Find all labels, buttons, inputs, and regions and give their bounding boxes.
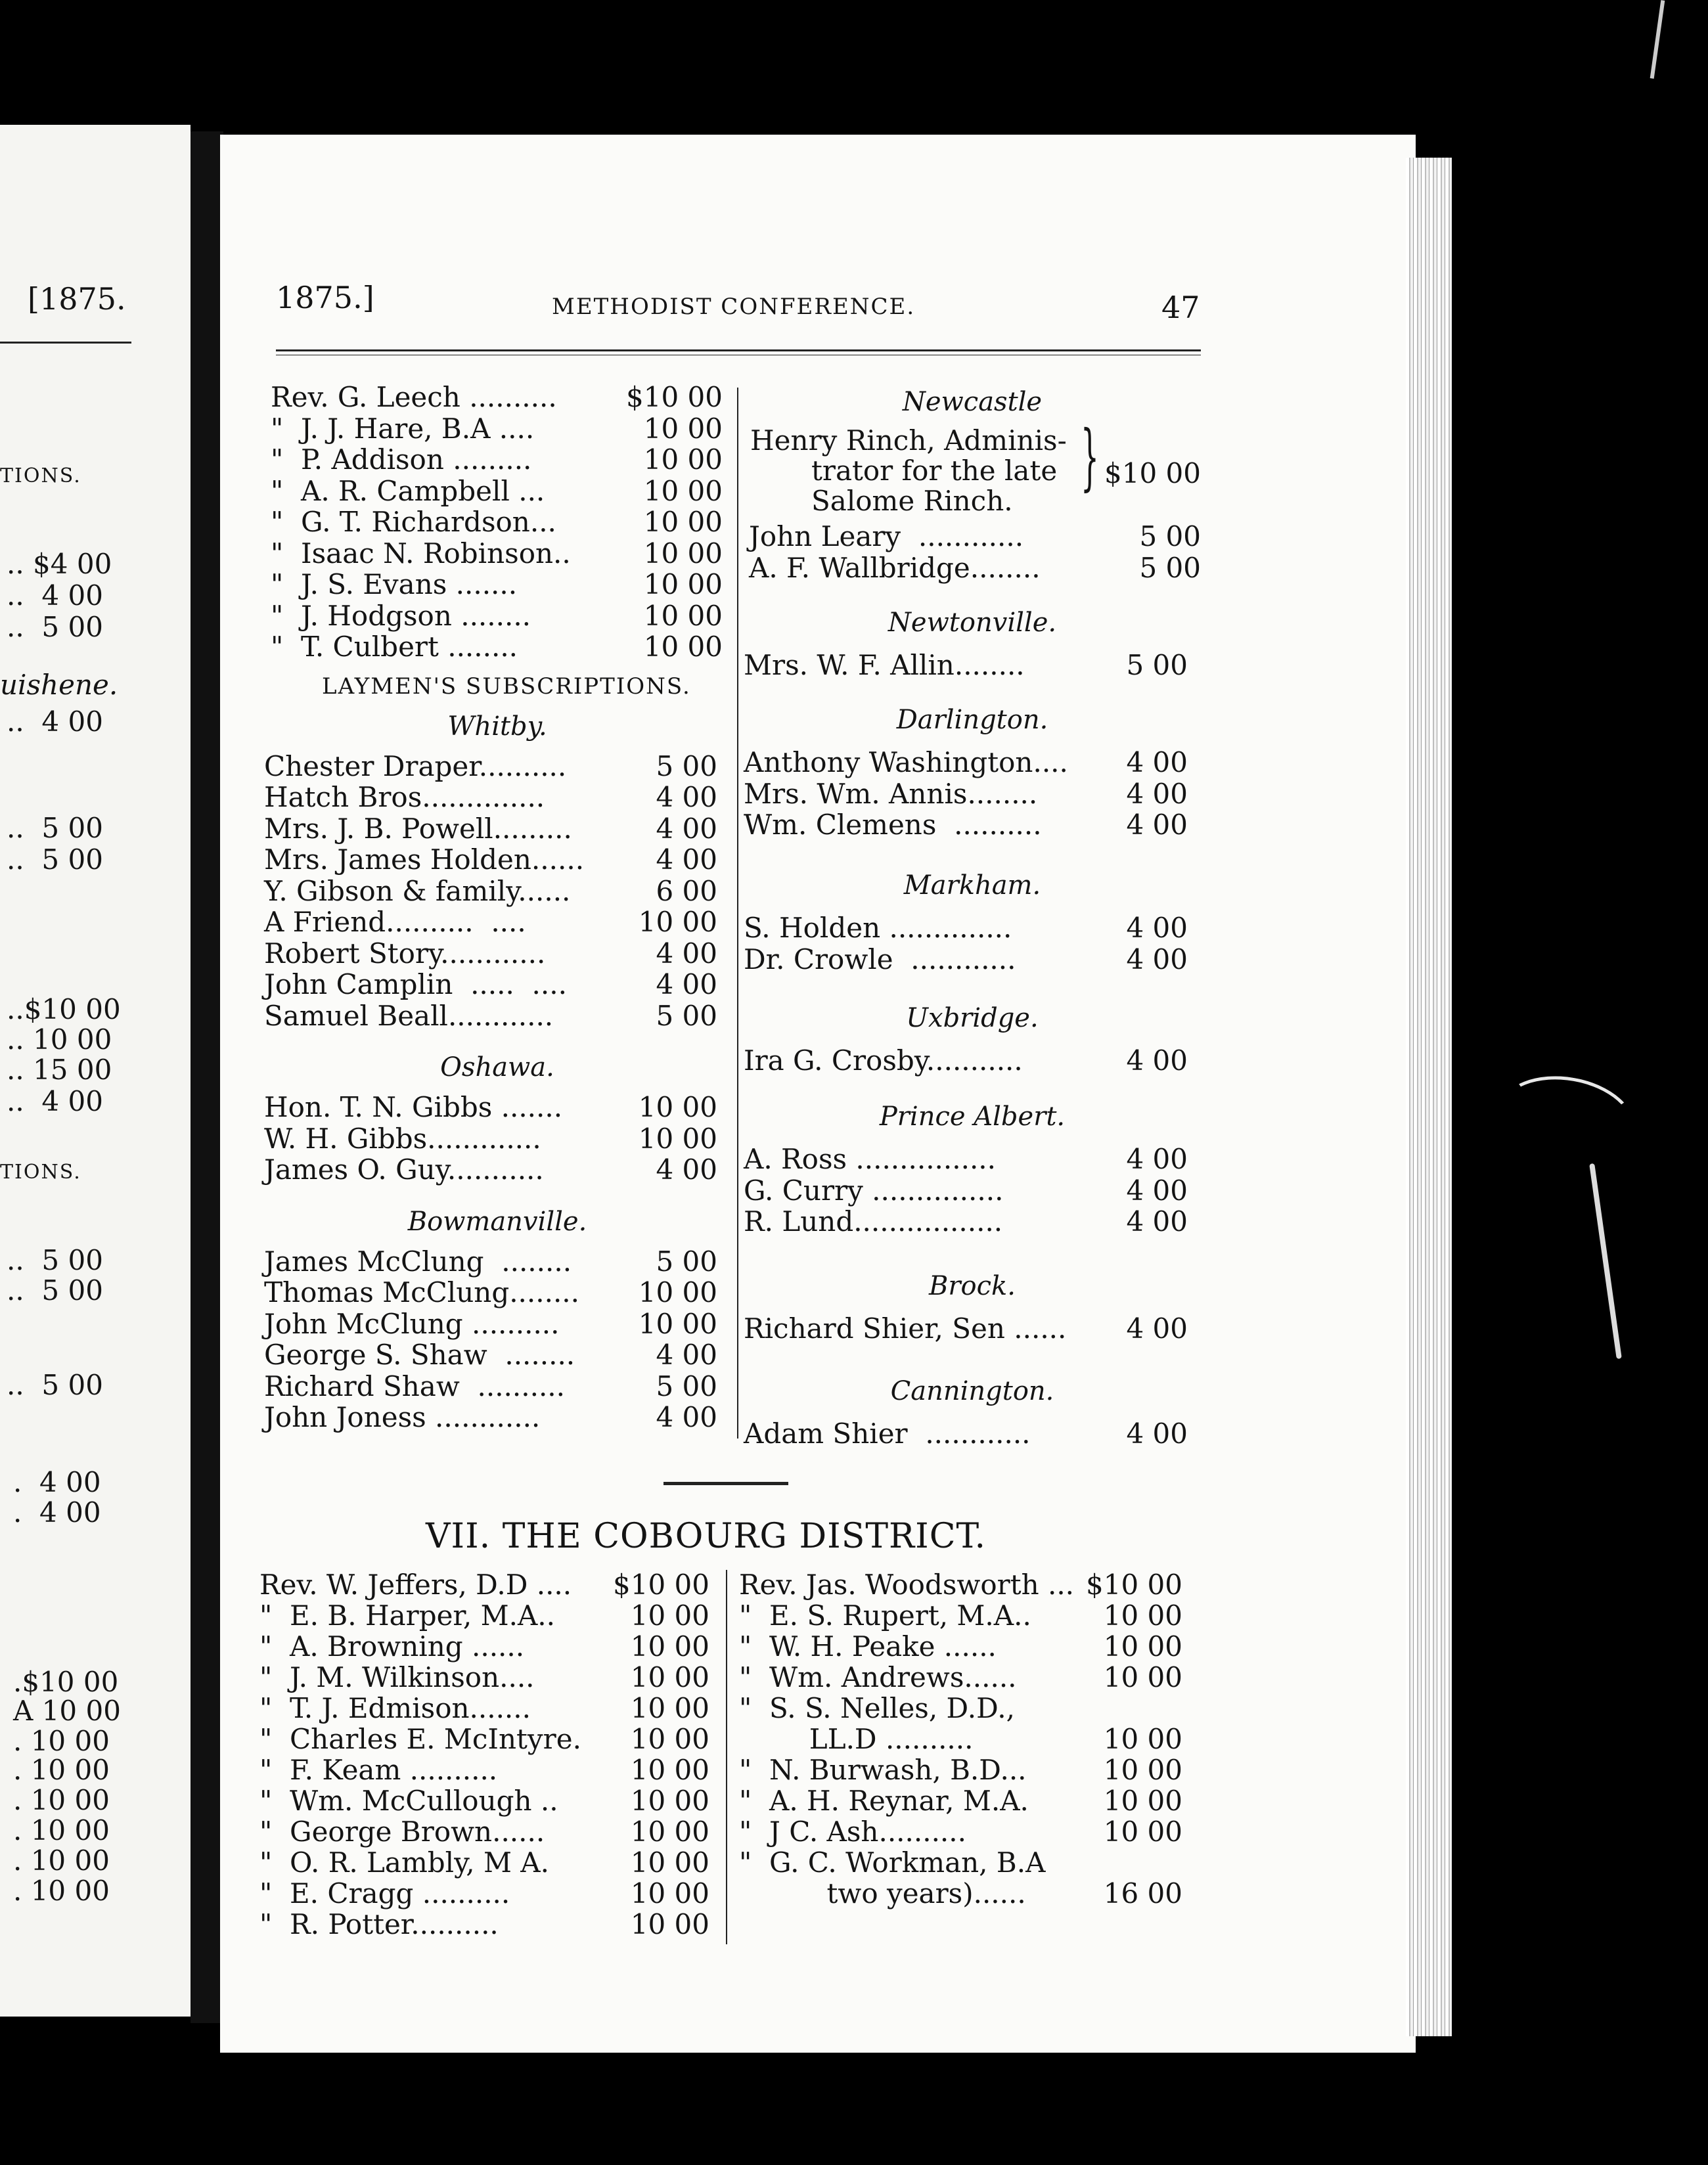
entry-amount: 5 00: [656, 1245, 717, 1278]
cobourg-name: Rev. W. Jeffers, D.D ....: [259, 1569, 572, 1601]
cobourg-amount: 10 00: [630, 1723, 709, 1755]
left-page-fragment: .. 5 00: [7, 1244, 103, 1276]
entry-name: W. H. Gibbs.............: [264, 1122, 541, 1155]
entry-name: Richard Shaw ..........: [264, 1370, 566, 1402]
left-page-fragment: .. 5 00: [7, 812, 103, 844]
left-page-fragment: . 10 00: [13, 1814, 110, 1846]
entry-name: James McClung ........: [264, 1245, 572, 1278]
place-heading: Brock.: [929, 1271, 1016, 1301]
cobourg-name: " F. Keam ..........: [259, 1754, 498, 1786]
cobourg-amount: 10 00: [1103, 1630, 1182, 1663]
entry-amount: 4 00: [1126, 1174, 1188, 1207]
cobourg-name: " G. C. Workman, B.A: [739, 1846, 1046, 1879]
cobourg-name: " E. Cragg ..........: [259, 1877, 510, 1909]
entry-name: Mrs. W. F. Allin........: [744, 649, 1025, 681]
cobourg-name: " J. M. Wilkinson....: [259, 1661, 535, 1693]
entry-amount: 6 00: [656, 874, 717, 907]
entry-amount: 4 00: [656, 937, 717, 970]
entry-name: Mrs. Wm. Annis........: [744, 777, 1038, 810]
entry-amount: 10 00: [643, 599, 723, 632]
entry-amount: 10 00: [643, 412, 723, 445]
entry-amount: 4 00: [1126, 809, 1188, 841]
entry-name: " J. J. Hare, B.A ....: [271, 412, 535, 445]
entry-name: John Camplin ..... ....: [264, 968, 567, 1000]
left-page-fragment: A 10 00: [13, 1695, 121, 1727]
place-heading: Cannington.: [890, 1376, 1054, 1406]
cobourg-amount: 10 00: [1103, 1816, 1182, 1848]
cobourg-amount: $10 00: [1086, 1569, 1182, 1601]
cobourg-amount: 10 00: [630, 1846, 709, 1879]
cobourg-name: " T. J. Edmison.......: [259, 1692, 531, 1724]
cobourg-name: two years)......: [739, 1877, 1026, 1909]
left-page-fragment: .. $4 00: [7, 548, 112, 580]
left-page-fragment: TIONS.: [0, 464, 81, 487]
cobourg-amount: 10 00: [630, 1692, 709, 1724]
entry-name: G. Curry ...............: [744, 1174, 1004, 1207]
cobourg-name: " A. Browning ......: [259, 1630, 525, 1663]
column-separator-cobourg: [726, 1570, 727, 1944]
cobourg-name: " N. Burwash, B.D...: [739, 1754, 1027, 1786]
entry-name: " J. Hodgson ........: [271, 599, 531, 632]
left-page-fragment: . 10 00: [13, 1754, 110, 1786]
entry-name: John McClung ..........: [264, 1307, 560, 1340]
entry-name: Mrs. James Holden......: [264, 843, 585, 876]
entry-name: James O. Guy...........: [264, 1153, 544, 1186]
cobourg-amount: 16 00: [1103, 1877, 1182, 1909]
entry-name: Robert Story............: [264, 937, 546, 970]
entry-amount: 5 00: [1139, 551, 1201, 584]
rinch-line: Henry Rinch, Adminis-: [750, 424, 1067, 457]
entry-amount: 4 00: [656, 1401, 717, 1433]
cobourg-name: " O. R. Lambly, M A.: [259, 1846, 549, 1879]
place-heading: Uxbridge.: [906, 1003, 1039, 1033]
entry-name: " P. Addison .........: [271, 443, 532, 476]
entry-amount: 5 00: [1126, 649, 1188, 681]
cobourg-amount: 10 00: [1103, 1723, 1182, 1755]
paper-scrap: [1650, 0, 1665, 79]
entry-name: Anthony Washington....: [744, 746, 1068, 778]
left-page-fragment: .. 15 00: [7, 1054, 112, 1086]
cobourg-amount: 10 00: [630, 1661, 709, 1693]
entry-name: " G. T. Richardson...: [271, 506, 556, 538]
entry-amount: 4 00: [1126, 1044, 1188, 1077]
left-page-fragment: ..$10 00: [7, 993, 121, 1025]
left-page-header: [1875.: [28, 281, 126, 317]
left-page-fragment: .. 4 00: [7, 1085, 103, 1117]
entry-name: Samuel Beall............: [264, 999, 554, 1032]
place-heading: Darlington.: [896, 705, 1048, 735]
entry-name: Hatch Bros..............: [264, 781, 545, 813]
cobourg-name: " R. Potter..........: [259, 1908, 499, 1940]
header-year: 1875.]: [276, 280, 374, 315]
cobourg-name: " A. H. Reynar, M.A.: [739, 1785, 1029, 1817]
cobourg-amount: 10 00: [1103, 1785, 1182, 1817]
left-header-rule: [0, 342, 131, 344]
entry-amount: 10 00: [643, 568, 723, 600]
left-page-fragment: . 10 00: [13, 1844, 110, 1877]
paper-scrap: [1491, 1066, 1642, 1174]
entry-amount: 10 00: [638, 906, 717, 938]
left-page-fragment: .. 5 00: [7, 611, 103, 643]
cobourg-amount: 10 00: [630, 1599, 709, 1632]
running-title: METHODIST CONFERENCE.: [552, 294, 916, 320]
left-page-fragment: .. 10 00: [7, 1023, 112, 1056]
rinch-line: trator for the late: [811, 455, 1058, 487]
cobourg-amount: 10 00: [630, 1816, 709, 1848]
entry-name: Adam Shier ............: [744, 1417, 1031, 1450]
entry-amount: 4 00: [656, 968, 717, 1000]
entry-name: Thomas McClung........: [264, 1276, 580, 1308]
entry-name: " T. Culbert ........: [271, 631, 518, 663]
entry-name: George S. Shaw ........: [264, 1339, 575, 1371]
page-edges: [1406, 158, 1452, 2036]
place-heading: Oshawa.: [440, 1052, 554, 1082]
cobourg-amount: 10 00: [1103, 1661, 1182, 1693]
entry-amount: 4 00: [1126, 943, 1188, 975]
cobourg-amount: $10 00: [613, 1569, 709, 1601]
cobourg-name: " George Brown......: [259, 1816, 545, 1848]
rinch-amount: $10 00: [1104, 457, 1201, 489]
entry-name: " Isaac N. Robinson..: [271, 537, 571, 569]
entry-amount: 10 00: [638, 1307, 717, 1340]
left-page-fragment: .. 5 00: [7, 1369, 103, 1401]
entry-amount: 4 00: [1126, 746, 1188, 778]
left-page-fragment: .. 4 00: [7, 579, 103, 612]
cobourg-name: " W. H. Peake ......: [739, 1630, 997, 1663]
brace: }: [1081, 414, 1099, 499]
place-heading: Prince Albert.: [879, 1102, 1066, 1132]
entry-amount: 10 00: [643, 506, 723, 538]
cobourg-amount: 10 00: [1103, 1754, 1182, 1786]
entry-name: Hon. T. N. Gibbs .......: [264, 1091, 563, 1123]
cobourg-name: LL.D ..........: [739, 1723, 974, 1755]
entry-amount: 10 00: [643, 474, 723, 507]
entry-amount: 4 00: [1126, 1205, 1188, 1238]
entry-amount: 10 00: [643, 443, 723, 476]
entry-amount: 5 00: [656, 999, 717, 1032]
entry-name: Chester Draper..........: [264, 749, 567, 782]
paper-scrap: [1589, 1163, 1622, 1359]
cobourg-amount: 10 00: [630, 1908, 709, 1940]
cobourg-amount: 10 00: [630, 1754, 709, 1786]
entry-amount: 5 00: [656, 749, 717, 782]
entry-name: Dr. Crowle ............: [744, 943, 1016, 975]
rinch-line: Salome Rinch.: [811, 485, 1013, 517]
cobourg-name: Rev. Jas. Woodsworth ...: [739, 1569, 1075, 1601]
entry-name: S. Holden ..............: [744, 912, 1012, 944]
cobourg-amount: 10 00: [630, 1630, 709, 1663]
place-heading: Bowmanville.: [407, 1206, 587, 1237]
left-page-fragment: .. 5 00: [7, 1274, 103, 1306]
left-page-fragment: . 10 00: [13, 1875, 110, 1907]
cobourg-amount: 10 00: [630, 1877, 709, 1909]
place-heading: Whitby.: [447, 711, 547, 742]
entry-amount: 4 00: [1126, 777, 1188, 810]
entry-amount: 10 00: [638, 1091, 717, 1123]
book-gutter: [191, 131, 223, 2023]
entry-name: R. Lund.................: [744, 1205, 1003, 1238]
entry-name: " A. R. Campbell ...: [271, 474, 545, 507]
entry-name: " J. S. Evans .......: [271, 568, 518, 600]
entry-name: Richard Shier, Sen ......: [744, 1312, 1067, 1345]
cobourg-amount: 10 00: [1103, 1599, 1182, 1632]
entry-name: Y. Gibson & family......: [264, 874, 571, 907]
cobourg-name: " Charles E. McIntyre.: [259, 1723, 581, 1755]
entry-amount: 4 00: [656, 812, 717, 845]
laymen-heading: LAYMEN'S SUBSCRIPTIONS.: [322, 673, 691, 700]
header-rule: [276, 349, 1201, 351]
entry-amount: 4 00: [656, 1339, 717, 1371]
entry-name: A Friend.......... ....: [264, 906, 526, 938]
place-heading: Newcastle: [902, 387, 1043, 417]
entry-amount: $10 00: [626, 381, 723, 413]
entry-name: A. F. Wallbridge........: [749, 551, 1041, 584]
place-heading: Newtonville.: [888, 608, 1057, 638]
left-page-fragment: .$10 00: [13, 1666, 119, 1698]
entry-name: Rev. G. Leech ..........: [271, 381, 557, 413]
entry-amount: 5 00: [656, 1370, 717, 1402]
entry-name: John Leary ............: [749, 520, 1024, 552]
entry-amount: 10 00: [638, 1276, 717, 1308]
cobourg-name: " E. S. Rupert, M.A..: [739, 1599, 1031, 1632]
district-title: VII. THE COBOURG DISTRICT.: [426, 1517, 987, 1556]
entry-amount: 10 00: [643, 537, 723, 569]
left-page-fragment: . 4 00: [13, 1496, 101, 1529]
cobourg-name: " Wm. Andrews......: [739, 1661, 1017, 1693]
left-page-fragment: . 4 00: [13, 1466, 101, 1498]
entry-amount: 4 00: [656, 1153, 717, 1186]
entry-name: Ira G. Crosby...........: [744, 1044, 1023, 1077]
place-heading: Markham.: [903, 870, 1041, 901]
entry-amount: 5 00: [1139, 520, 1201, 552]
entry-amount: 10 00: [638, 1122, 717, 1155]
cobourg-name: " E. B. Harper, M.A..: [259, 1599, 555, 1632]
entry-name: A. Ross ................: [744, 1143, 997, 1175]
cobourg-name: " S. S. Nelles, D.D.,: [739, 1692, 1015, 1724]
entry-name: Mrs. J. B. Powell.........: [264, 812, 572, 845]
section-divider: [663, 1482, 788, 1485]
cobourg-amount: 10 00: [630, 1785, 709, 1817]
left-page-fragment: . 10 00: [13, 1784, 110, 1816]
entry-amount: 4 00: [1126, 1143, 1188, 1175]
entry-amount: 4 00: [1126, 1417, 1188, 1450]
entry-amount: 10 00: [643, 631, 723, 663]
entry-amount: 4 00: [1126, 912, 1188, 944]
left-page-fragment: uishene.: [0, 669, 118, 701]
left-page-fragment: .. 4 00: [7, 705, 103, 738]
cobourg-name: " J C. Ash..........: [739, 1816, 966, 1848]
page-number: 47: [1161, 290, 1200, 325]
left-page-fragment: TIONS.: [0, 1161, 81, 1184]
entry-name: John Joness ............: [264, 1401, 541, 1433]
entry-name: Wm. Clemens ..........: [744, 809, 1042, 841]
cobourg-name: " Wm. McCullough ..: [259, 1785, 558, 1817]
entry-amount: 4 00: [1126, 1312, 1188, 1345]
left-page-fragment: . 10 00: [13, 1725, 110, 1757]
left-page-fragment: .. 5 00: [7, 843, 103, 876]
entry-amount: 4 00: [656, 781, 717, 813]
entry-amount: 4 00: [656, 843, 717, 876]
column-separator: [737, 388, 738, 1439]
